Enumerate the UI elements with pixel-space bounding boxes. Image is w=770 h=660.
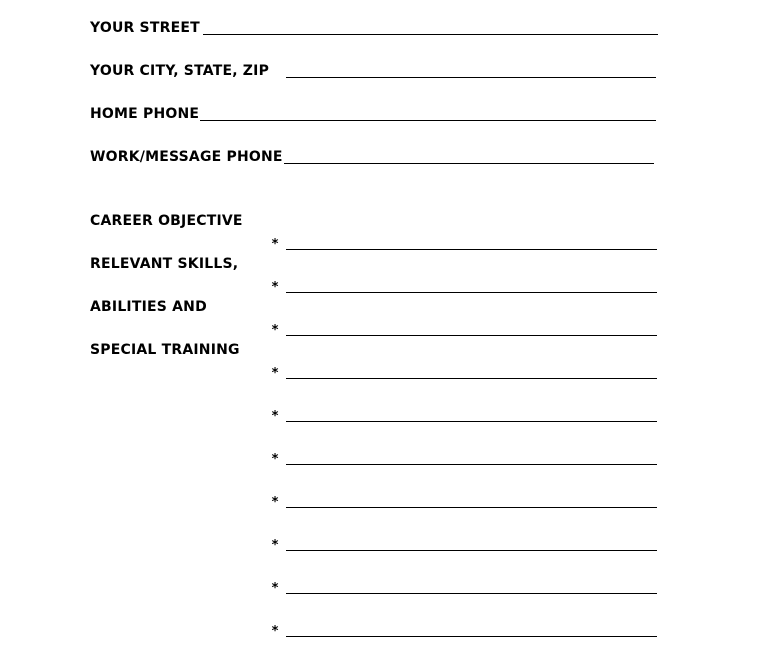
bullet-star-2: * <box>271 280 279 295</box>
city-state-zip-label: YOUR CITY, STATE, ZIP <box>90 63 270 79</box>
skill-input-line-5[interactable] <box>286 421 657 422</box>
bullet-star-1: * <box>271 237 279 252</box>
skill-input-line-1[interactable] <box>286 249 657 250</box>
home-phone-input-line[interactable] <box>200 120 656 121</box>
work-message-phone-input-line[interactable] <box>284 163 654 164</box>
skill-input-line-6[interactable] <box>286 464 657 465</box>
city-state-zip-input-line[interactable] <box>286 77 656 78</box>
skill-input-line-3[interactable] <box>286 335 657 336</box>
home-phone-label: HOME PHONE <box>90 106 200 122</box>
skill-input-line-10[interactable] <box>286 636 657 637</box>
career-objective-label: CAREER OBJECTIVE <box>90 213 243 229</box>
work-message-phone-label: WORK/MESSAGE PHONE <box>90 149 283 165</box>
bullet-star-6: * <box>271 452 279 467</box>
bullet-star-9: * <box>271 581 279 596</box>
skill-input-line-7[interactable] <box>286 507 657 508</box>
bullet-star-5: * <box>271 409 279 424</box>
bullet-star-3: * <box>271 323 279 338</box>
skill-input-line-8[interactable] <box>286 550 657 551</box>
street-label: YOUR STREET <box>90 20 200 36</box>
skill-input-line-2[interactable] <box>286 292 657 293</box>
skill-input-line-9[interactable] <box>286 593 657 594</box>
bullet-star-10: * <box>271 624 279 639</box>
street-input-line[interactable] <box>203 34 658 35</box>
bullet-star-7: * <box>271 495 279 510</box>
bullet-star-8: * <box>271 538 279 553</box>
abilities-and-label: ABILITIES AND <box>90 299 207 315</box>
skill-input-line-4[interactable] <box>286 378 657 379</box>
relevant-skills-label: RELEVANT SKILLS, <box>90 256 239 272</box>
special-training-label: SPECIAL TRAINING <box>90 342 240 358</box>
bullet-star-4: * <box>271 366 279 381</box>
